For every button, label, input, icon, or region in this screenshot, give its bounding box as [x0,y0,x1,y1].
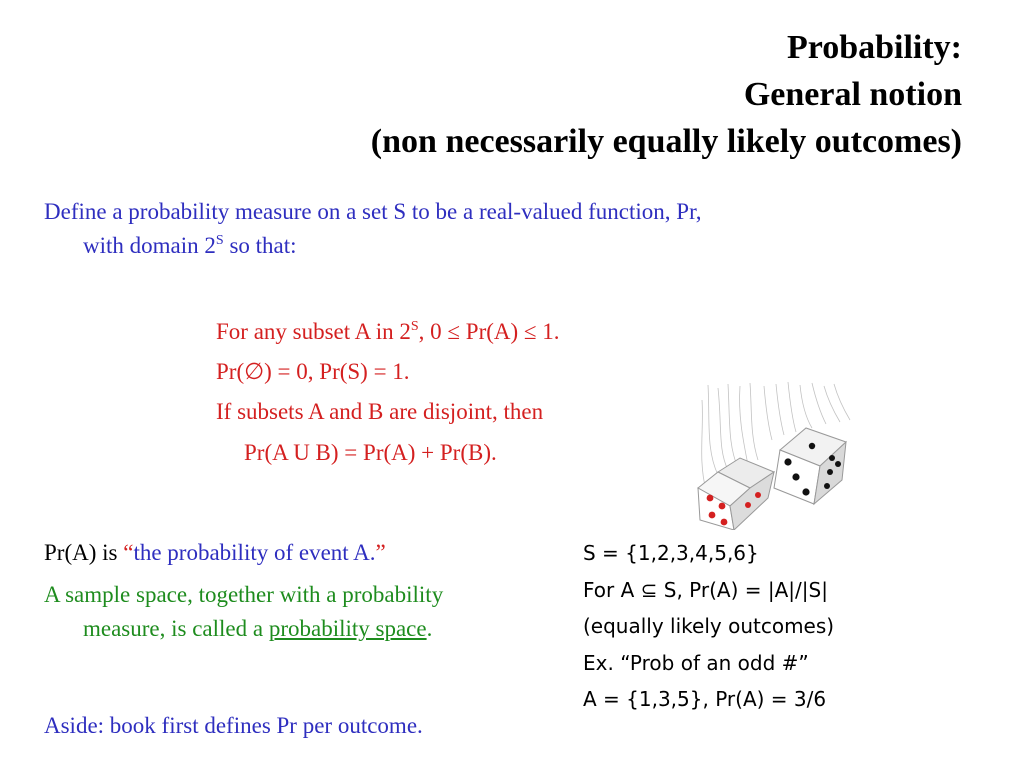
axiom-range-pre: For any subset A in 2 [216,319,411,344]
pra-statement [44,536,386,570]
sample-space-line-2 [83,612,432,646]
example-line: Ex. “Prob of an odd #” [583,650,809,675]
title-line-3: (non necessarily equally likely outcomes) [370,123,962,160]
definition-domain-text: with domain 2 [83,233,216,258]
title-line-2: General notion [743,76,962,113]
pra-prefix: Pr(A) is [44,540,124,565]
dice-icon [688,380,858,530]
slide-title [371,24,962,165]
definition-so-that: so that: [223,233,297,258]
definition-line-2 [83,229,297,263]
axiom-range [216,315,560,349]
sample-space-period: . [426,616,433,641]
pra-open-quote: “ [123,540,134,565]
axiom-range-post: , 0 ≤ Pr(A) ≤ 1. [418,319,560,344]
axiom-empty-full: Pr(∅) = 0, Pr(S) = 1. [216,359,410,384]
axiom-range-sup: S [410,319,419,334]
dice-image [688,380,858,535]
example-block [583,535,834,718]
definition-superscript: S [215,233,224,248]
example-line: (equally likely outcomes) [583,614,835,638]
axiom-additivity: Pr(A U B) = Pr(A) + Pr(B). [244,440,497,465]
pra-phrase: the probability of event A. [133,540,376,565]
definition-line-1: Define a probability measure on a set S to be a real-valued function, Pr, [44,199,702,224]
probability-space-term: probability space [268,616,427,641]
sample-space-pre: measure, is called a [83,616,269,641]
title-line-1: Probability: [786,29,962,66]
sample-space-line-1: A sample space, together with a probability [44,582,444,607]
pra-close-quote: ” [375,540,386,565]
axiom-disjoint: If subsets A and B are disjoint, then [216,399,544,424]
aside-note: Aside: book first defines Pr per outcome. [44,713,423,738]
example-line: For A ⊆ S, Pr(A) = |A|/|S| [583,577,828,602]
example-line: A = {1,3,5}, Pr(A) = 3/6 [583,687,827,711]
example-line: S = {1,2,3,4,5,6} [583,541,759,565]
